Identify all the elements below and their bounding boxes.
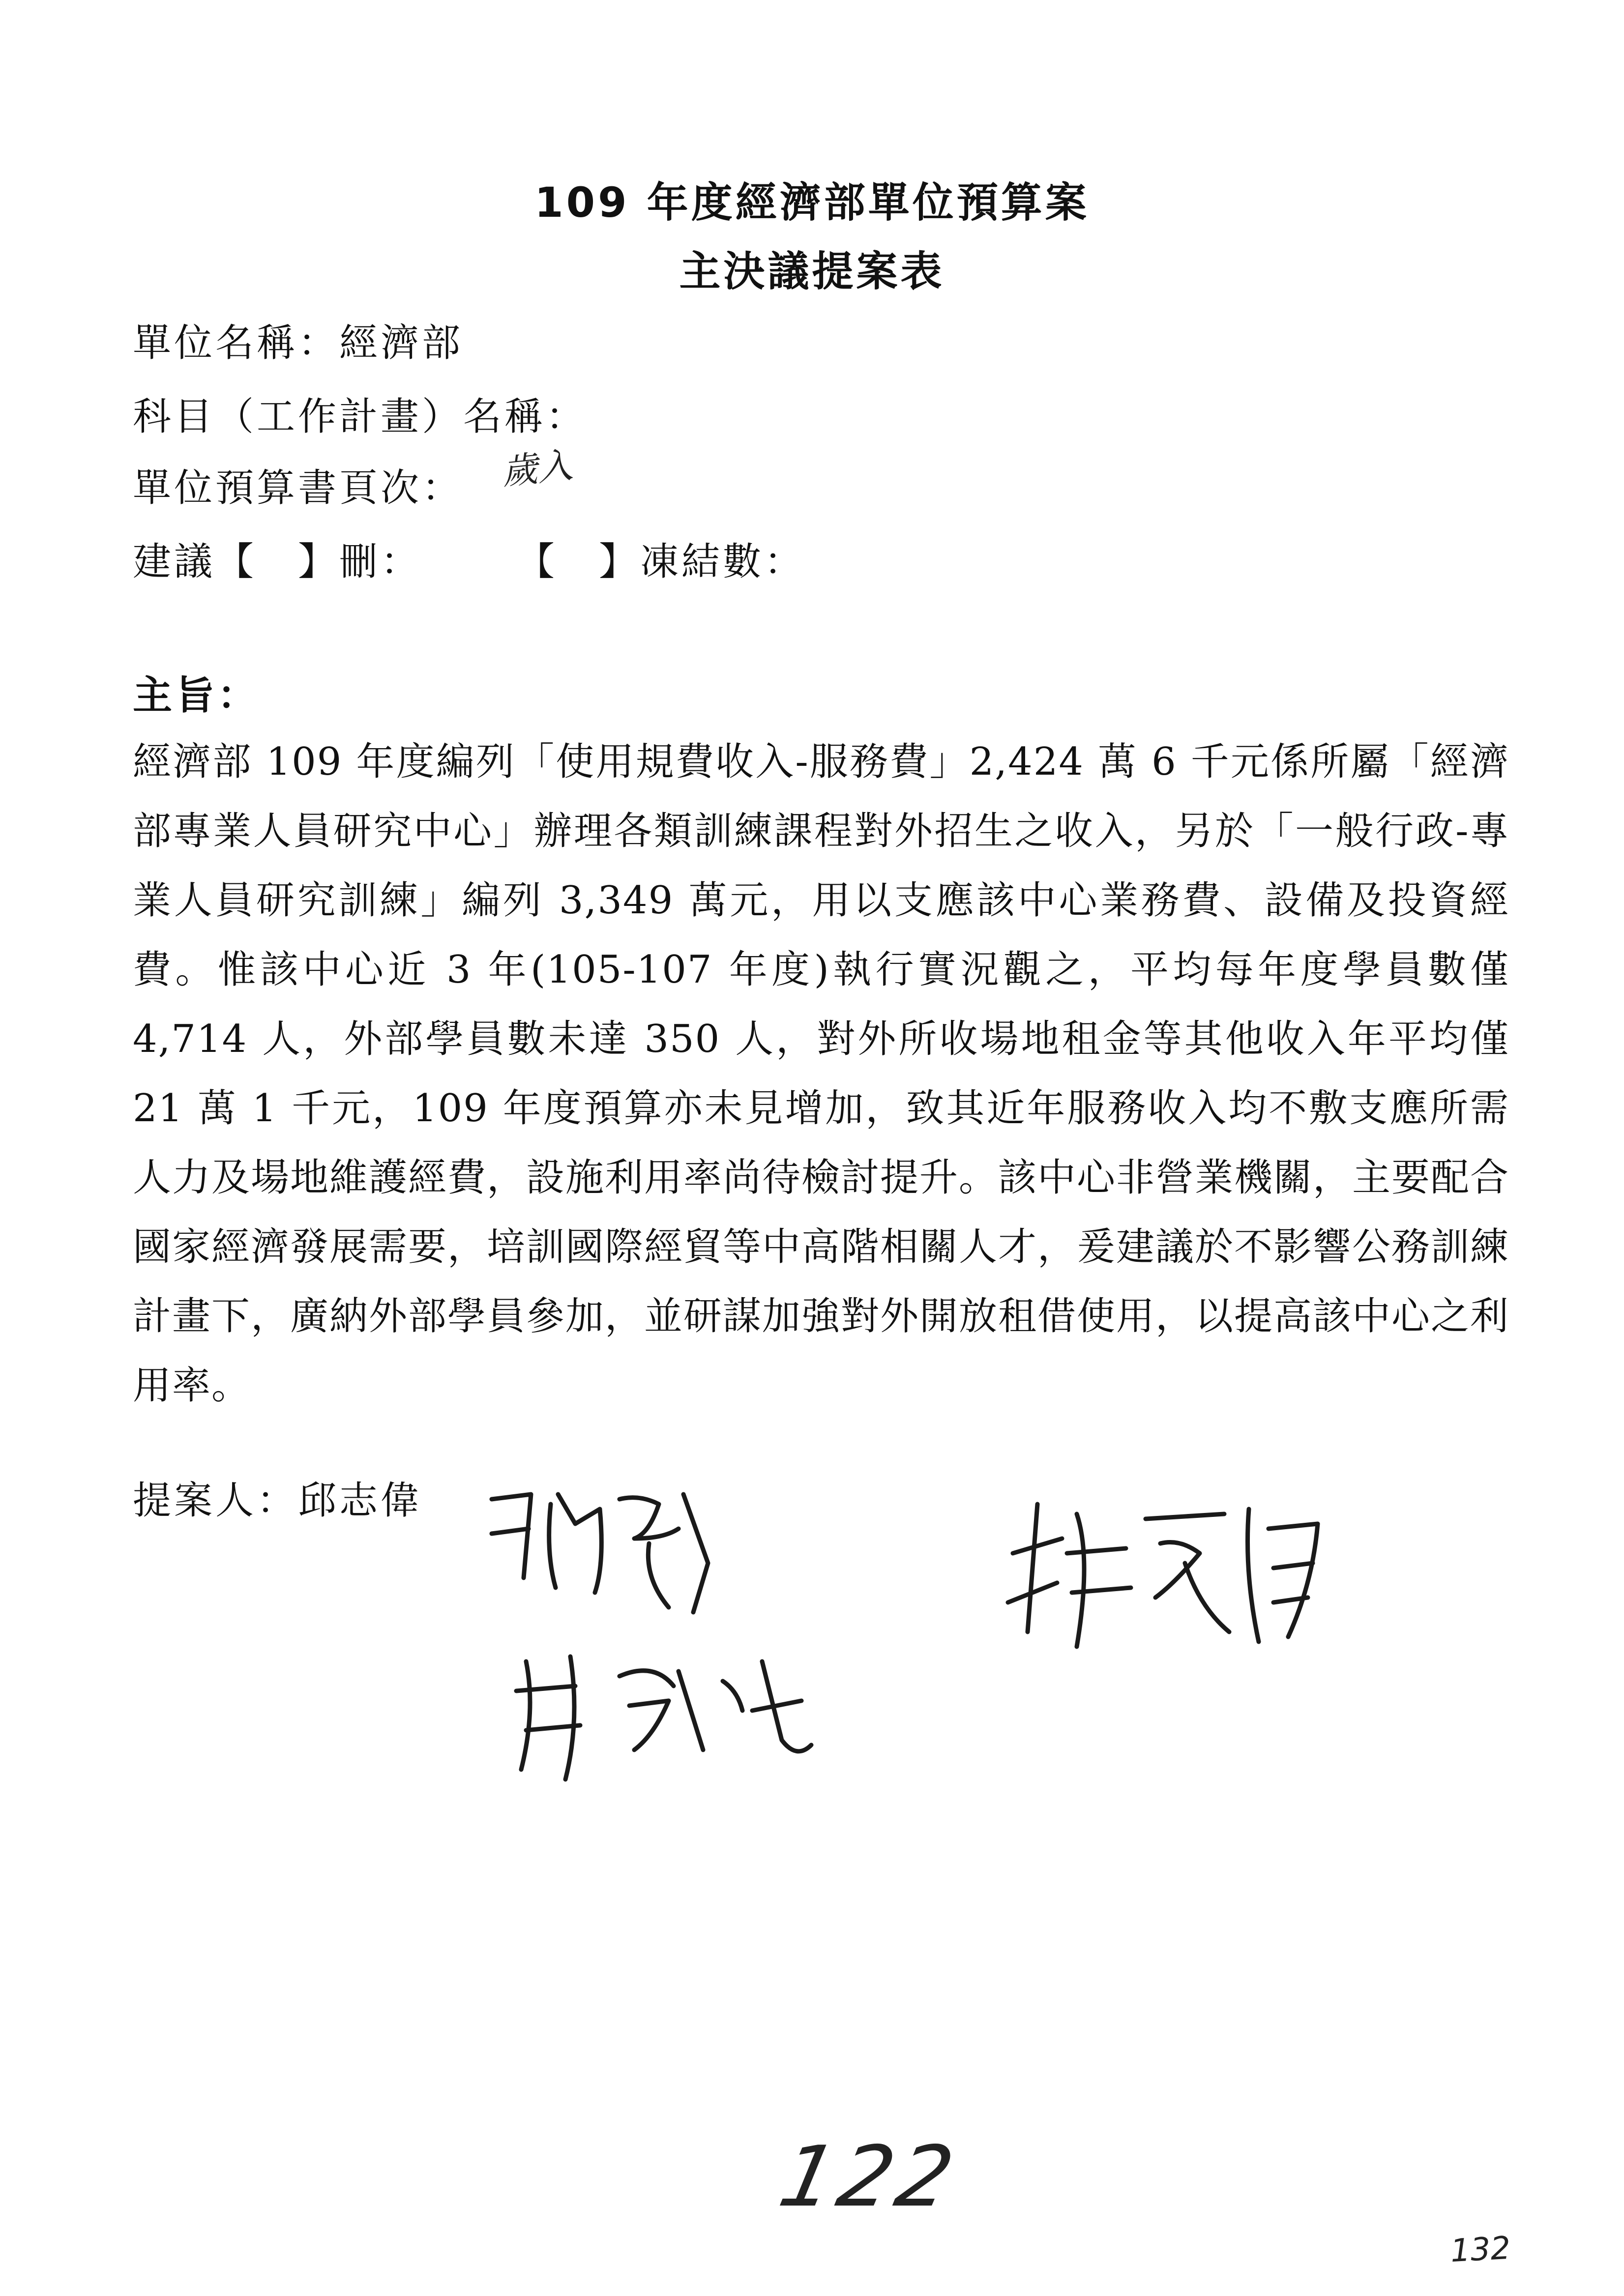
purpose-heading: 主旨： xyxy=(133,672,260,718)
signature-proposer xyxy=(472,1465,747,1622)
delete-label: 刪： xyxy=(339,540,422,584)
corner-page-number: 132 xyxy=(1449,2230,1512,2270)
suggestion-row xyxy=(133,531,422,586)
purpose-text: 經濟部 109 年度編列「使用規費收入-服務費」2,424 萬 6 千元係所屬「經濟部專業人員研究中心」辦理各類訓練課程對外招生之收入，另於「一般行政-專業人員研究訓練」編列 3,349 萬元，用以支應該中心業務費、設備及投資經費。惟該中心近 3 年(105-107 年度)執行實況觀之，平均每年度學員數僅 4,714 人，外部學員數未達 350 人，對外所收場地租金等其他收入年平均僅 21 萬 1 千元，109 年度預算亦未見增加，致其近年服務收入均不敷支應所需人力及場地維護經費，設施利用率尚待檢討提升。該中心非營業機關，主要配合國家經濟發展需要，培訓國際經貿等中高階相關人才，爰建議於不影響公務訓練計畫下，廣納外部學員參加，並研謀加強對外開放租借使用，以提高該中心之利用率。 xyxy=(133,740,1510,1408)
suggest-label: 建議 xyxy=(133,540,216,584)
budget-page-field: 單位預算書頁次： xyxy=(133,466,464,510)
subject-name-field: 科目（工作計畫）名稱： xyxy=(133,395,588,439)
budget-page-handwritten: 歲入 xyxy=(500,444,575,493)
signature-third xyxy=(993,1484,1337,1661)
freeze-row xyxy=(516,531,805,586)
signature-second xyxy=(506,1632,831,1794)
freeze-bracket: 【 】 xyxy=(516,540,641,584)
unit-name-field: 單位名稱：經濟部 xyxy=(133,321,464,365)
document-title-line-2: 主決議提案表 xyxy=(679,247,945,295)
handwritten-page-number: 122 xyxy=(771,2128,967,2226)
document-title-line-1: 109 年度經濟部單位預算案 xyxy=(534,178,1090,227)
freeze-label: 凍結數： xyxy=(640,540,806,584)
proposer-label: 提案人：邱志偉 xyxy=(133,1479,422,1523)
delete-bracket: 【 】 xyxy=(215,540,340,584)
